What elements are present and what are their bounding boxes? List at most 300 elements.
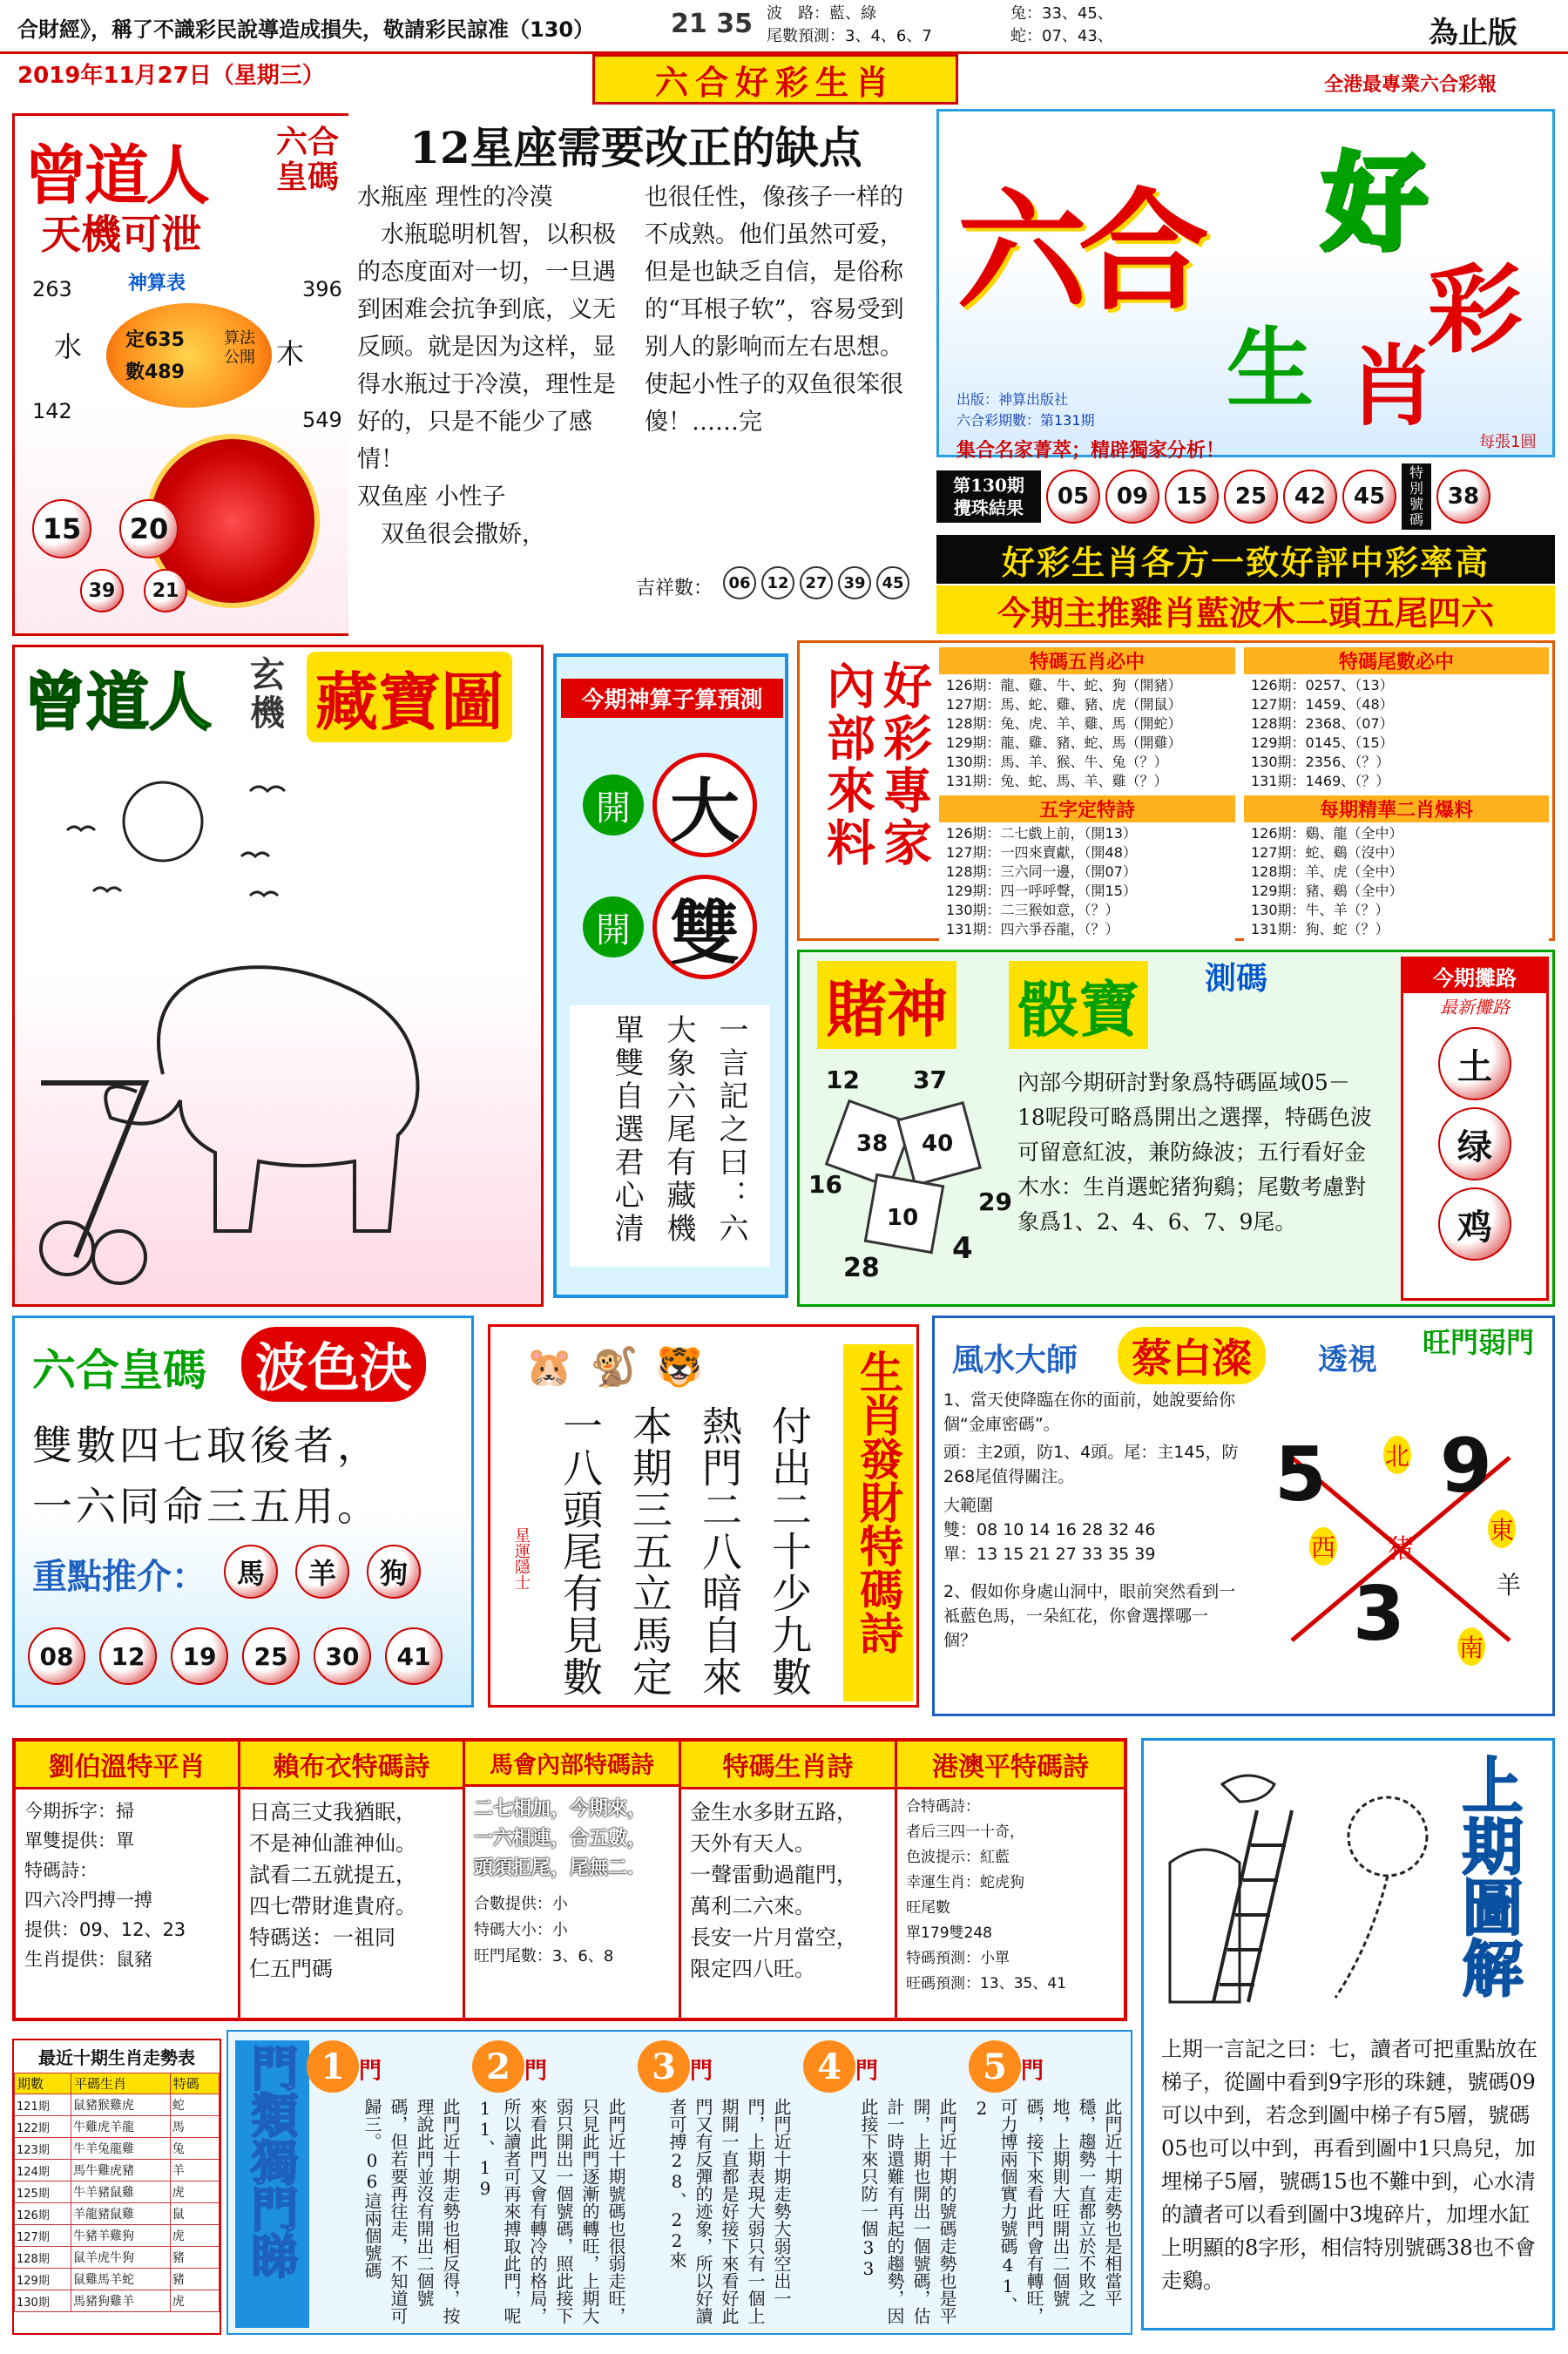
birds-icon bbox=[67, 787, 285, 896]
expert-t2 bbox=[1244, 647, 1549, 793]
table-row bbox=[15, 2269, 220, 2290]
dice-num: 29 bbox=[978, 1187, 1012, 1216]
result-ball-25: 25 bbox=[1224, 470, 1278, 524]
prev-title: 上期圖解 bbox=[1452, 1754, 1524, 1998]
door-number: 5 bbox=[969, 2040, 1021, 2093]
poem-box-2 bbox=[240, 1742, 465, 2018]
article-col-2: 也很任性，像孩子一样的不成熟。他们虽然可爱，但是也缺乏自信，是俗称的“耳根子软”，容易受到别人的影响而左右思想。使起小性子的双鱼很笨很傻！……完 bbox=[645, 184, 904, 436]
poem-box-4 bbox=[681, 1742, 897, 2018]
row: 127期：一四來賣獻，（開48） bbox=[946, 844, 1137, 861]
fortune-sign: 星運隱士 bbox=[512, 1527, 531, 1590]
line: 合數提供：小 bbox=[473, 1895, 568, 1913]
wave-ball: 30 bbox=[314, 1627, 371, 1685]
expert-t4 bbox=[1244, 795, 1549, 941]
cell: 牛羊豬鼠雞 bbox=[71, 2182, 170, 2203]
special-label: 特別號碼 bbox=[1402, 463, 1431, 530]
masthead-cai: 彩 bbox=[1427, 254, 1523, 366]
cell: 虎 bbox=[170, 2225, 219, 2247]
table-row bbox=[15, 2116, 220, 2138]
table-row bbox=[15, 2094, 220, 2116]
line: 旺門尾數：3、6、8 bbox=[473, 1947, 614, 1965]
table-row bbox=[15, 2182, 220, 2203]
door-item-2 bbox=[472, 2040, 629, 2328]
cell: 鼠雞馬羊蛇 bbox=[71, 2269, 170, 2290]
poem-row bbox=[12, 1738, 1127, 2021]
poem-box-3 bbox=[465, 1742, 681, 2018]
masthead-sheng: 生 bbox=[1227, 317, 1314, 420]
expert-t2-title: 特碼尾數必中 bbox=[1338, 651, 1454, 673]
article-col-1: 水瓶座 理性的冷漠 水瓶聪明机智，以积极的态度面对一切，一旦遇到困难会抗争到底，义无反顾。就是因为这样，显得水瓶过于冷漠，理性是好的，只是不能少了感情！ 双鱼座 小性子 双鱼很会撒娇， bbox=[357, 184, 616, 548]
coin-icon-2 bbox=[93, 1231, 145, 1283]
expert-t3 bbox=[939, 795, 1235, 941]
expert-t4-rows bbox=[1244, 822, 1549, 941]
row: 128期：羊、虎（全中） bbox=[1251, 863, 1403, 880]
elephant-outline bbox=[105, 967, 417, 1231]
fortune-panel bbox=[488, 1324, 919, 1708]
cell: 鼠豬猴雞虎 bbox=[71, 2094, 170, 2116]
collect-line: 集合名家菁萃；精辟獨家分析！ bbox=[956, 440, 1226, 462]
poem-body-1 bbox=[16, 1789, 238, 1981]
dice-t2: 骰寶 bbox=[1009, 961, 1148, 1049]
expert-t3-title: 五字定特詩 bbox=[1038, 799, 1135, 822]
fortune-title: 生肖發財特碼詩 bbox=[843, 1344, 913, 1701]
cell: 虎 bbox=[170, 2290, 219, 2312]
poem-body-4 bbox=[681, 1789, 895, 1992]
top-banner bbox=[592, 54, 958, 105]
poem-head-4: 特碼生肖詩 bbox=[681, 1742, 895, 1789]
line: 一六相連，合五數， bbox=[473, 1827, 646, 1850]
row: 127期：蛇、鷄（沒中） bbox=[1251, 844, 1403, 861]
ladder-drawing bbox=[1161, 1758, 1440, 2019]
poem-body-3b bbox=[465, 1890, 679, 1972]
line: 日高三丈我猶眠， bbox=[248, 1800, 416, 1824]
dice-num: 4 bbox=[952, 1231, 973, 1266]
cell: 126期 bbox=[15, 2203, 71, 2225]
road-sub: 最新攤路 bbox=[1440, 997, 1510, 1018]
result-ball-05: 05 bbox=[1046, 470, 1100, 524]
calc-poem-b: 大象六尾有藏機 bbox=[661, 1014, 696, 1246]
line: 旺尾數 bbox=[906, 1899, 951, 1917]
row: 129期：龍、雞、豬、蛇、馬（開雞） bbox=[946, 734, 1182, 751]
bird-icon bbox=[1222, 1776, 1274, 1802]
praise-text: 好彩生肖各方一致好評中彩率高 bbox=[1001, 542, 1490, 582]
poem-body-3 bbox=[465, 1787, 679, 1890]
poem-body-2 bbox=[240, 1789, 463, 1992]
calc-panel bbox=[553, 653, 788, 1298]
cell: 129期 bbox=[15, 2269, 71, 2290]
cell: 蛇 bbox=[170, 2094, 219, 2116]
compass-9: 9 bbox=[1440, 1423, 1492, 1510]
door-number: 2 bbox=[472, 2040, 524, 2093]
per-price: 每張1圓 bbox=[1479, 433, 1537, 451]
cell: 鼠 bbox=[170, 2203, 219, 2225]
row: 129期：四一呼呼聲，（開15） bbox=[946, 883, 1137, 899]
row: 131期：兔、蛇、馬、羊、雞（？） bbox=[946, 773, 1168, 789]
fengshui-t1: 風水大師 bbox=[952, 1342, 1078, 1378]
expert-t1-title: 特碼五肖必中 bbox=[1029, 651, 1145, 673]
calc-poem-box bbox=[570, 1005, 770, 1267]
treasure-xuanji: 玄機 bbox=[250, 654, 285, 734]
fengshui-t2: 蔡白澯 bbox=[1118, 1327, 1266, 1384]
poem-head-2: 賴布衣特碼詩 bbox=[240, 1742, 463, 1789]
door-number: 4 bbox=[803, 2040, 855, 2093]
recommend-bar bbox=[936, 585, 1555, 634]
dice-num: 16 bbox=[808, 1170, 842, 1199]
draw-numbers: 21 35 bbox=[671, 9, 753, 39]
zodiac-ball: 羊 bbox=[295, 1545, 349, 1599]
line: 色波提示：紅藍 bbox=[906, 1849, 1010, 1866]
trend-title: 最近十期生肖走勢表 bbox=[38, 2047, 195, 2068]
num-263: 263 bbox=[32, 277, 72, 301]
zeng-sub: 六合皇碼 bbox=[276, 124, 340, 195]
recommend-text: 今期主推雞肖藍波木二頭五尾四六 bbox=[997, 592, 1494, 632]
wave-ball: 08 bbox=[28, 1627, 85, 1685]
info-mid-2: 尾數預測：3、4、6、7 bbox=[767, 27, 932, 45]
num-549: 549 bbox=[302, 408, 342, 432]
door-number: 1 bbox=[307, 2040, 359, 2093]
line: 長安一片月當空， bbox=[690, 1925, 857, 1950]
num-142: 142 bbox=[32, 399, 72, 423]
stop-label: 為止版 bbox=[1429, 16, 1517, 51]
cell: 馬豬狗雞羊 bbox=[71, 2290, 170, 2312]
table-row bbox=[15, 2203, 220, 2225]
result-label-2: 攪珠結果 bbox=[954, 497, 1024, 518]
fengshui-t3: 透視 bbox=[1318, 1343, 1377, 1377]
water-char: 水 bbox=[54, 330, 83, 363]
line: 頭須拒尾，尾無二． bbox=[473, 1857, 646, 1879]
line: 特碼詩： bbox=[24, 1860, 98, 1881]
line: 二七相加，今期來， bbox=[473, 1797, 646, 1820]
cell: 127期 bbox=[15, 2225, 71, 2247]
cell: 羊 bbox=[170, 2160, 219, 2182]
row: 131期：狗、蛇（？） bbox=[1251, 921, 1389, 937]
road-ball: 绿 bbox=[1438, 1107, 1511, 1180]
door-item-5 bbox=[969, 2040, 1125, 2328]
col-special: 特碼 bbox=[170, 2073, 219, 2094]
line: 仁五門碼 bbox=[248, 1957, 333, 1981]
line: 幸運生肖：蛇虎狗 bbox=[906, 1874, 1025, 1891]
dice-panel bbox=[797, 950, 1555, 1307]
treasure-panel bbox=[12, 645, 544, 1307]
wave-balls bbox=[28, 1627, 443, 1685]
wave-key-label: 重點推介： bbox=[32, 1556, 206, 1597]
road-panel bbox=[1401, 957, 1549, 1301]
zodiac-article bbox=[348, 113, 923, 636]
calc-title: 神算表 bbox=[128, 273, 186, 294]
prev-text: 上期一言記之曰：七，讀者可把重點放在梯子，從圖中看到9字形的珠鏈，號碼09可以中到，若念到圖中梯子有5層，號碼05也可以中到，再看到圖中1只鳥兒，加埋梯子5層，號碼15也不難中到，心水清的讀者可以看到圖中3塊碎片，加埋水缸上明顯的8字形，相信特別號碼38也不會走鷄。 bbox=[1161, 2037, 1538, 2293]
ball-39: 39 bbox=[80, 569, 124, 612]
fortune-col-2: 熱門二八暗自來 bbox=[696, 1405, 743, 1698]
expert-t1-rows bbox=[939, 674, 1235, 793]
poem-box-1 bbox=[16, 1742, 240, 2018]
treasure-zeng: 曾道人 bbox=[24, 665, 213, 739]
row: 131期：1469、（？） bbox=[1251, 773, 1390, 789]
zodiac-ball: 馬 bbox=[224, 1545, 278, 1599]
special-ball-38: 38 bbox=[1436, 470, 1490, 524]
cell: 牛雞虎羊龍 bbox=[71, 2116, 170, 2138]
line: 不是神仙誰神仙。 bbox=[248, 1831, 416, 1856]
result-row bbox=[936, 462, 1555, 531]
row: 127期：1459、（48） bbox=[1251, 696, 1394, 713]
road-items bbox=[1403, 1027, 1546, 1261]
line: 試看二五就提五， bbox=[248, 1863, 416, 1887]
trend-table bbox=[14, 2073, 220, 2312]
wave-ball: 19 bbox=[171, 1627, 228, 1685]
door-number: 3 bbox=[638, 2040, 690, 2093]
ball-20: 20 bbox=[119, 499, 179, 558]
result-ball-09: 09 bbox=[1105, 470, 1159, 524]
info-mid-1: 波 路：藍、綠 bbox=[767, 4, 876, 23]
masthead-hao: 好 bbox=[1322, 142, 1427, 265]
lucky-label: 吉祥數： bbox=[636, 578, 713, 599]
line: 天外有天人。 bbox=[690, 1831, 815, 1856]
poem-head-1: 劉伯溫特平肖 bbox=[16, 1742, 238, 1789]
table-row bbox=[15, 2290, 220, 2312]
fengshui-q2: 2、假如你身處山洞中，眼前突然看到一袛藍色馬，一朵紅花，你會選擇哪一個？ bbox=[943, 1582, 1236, 1650]
cell: 128期 bbox=[15, 2247, 71, 2269]
result-ball-42: 42 bbox=[1283, 470, 1337, 524]
result-ball-15: 15 bbox=[1165, 470, 1219, 524]
num-396: 396 bbox=[302, 277, 342, 301]
line: 萬利二六來。 bbox=[690, 1894, 815, 1918]
fortune-col-1: 付出二十少九數 bbox=[766, 1405, 813, 1698]
cell: 馬牛雞虎豬 bbox=[71, 2160, 170, 2182]
pub-line-2: 六合彩期數：第131期 bbox=[956, 412, 1095, 429]
calc-sun bbox=[106, 303, 272, 408]
fengshui-q1: 1、當天使降臨在你的面前，她說要給你個“金庫密碼”。 bbox=[943, 1390, 1236, 1434]
door-item-4 bbox=[803, 2040, 960, 2328]
zeng-name: 曾道人 bbox=[24, 139, 206, 213]
expert-side-2: 好彩專家 bbox=[875, 660, 933, 869]
dice-text: 內部今期研討對象爲特碼區域05－18呢段可略爲開出之選擇，特碼色波可留意紅波，兼防綠波；五行看好金木水：生肖選蛇猪狗鷄；尾數考慮對象爲1、2、4、6、7、9尾。 bbox=[1017, 1070, 1372, 1234]
door-label: 門 bbox=[855, 2058, 879, 2085]
line: 限定四八旺。 bbox=[690, 1957, 815, 1981]
expert-panel bbox=[797, 640, 1555, 941]
info-right-1: 兔：33、45、 bbox=[1010, 4, 1113, 23]
row: 126期：0257、（13） bbox=[1251, 677, 1394, 693]
door-text: 此門近十期走勢也相反得，按理說此門並沒有開出二個號碼，但若要再往走，不知道可歸三。06這兩個號碼 bbox=[362, 2098, 461, 2324]
expert-t2-rows bbox=[1244, 674, 1549, 793]
cell: 豬 bbox=[170, 2269, 219, 2290]
dice-num: 10 bbox=[887, 1205, 919, 1231]
dice-num: 28 bbox=[843, 1253, 880, 1283]
wood-char: 木 bbox=[276, 337, 305, 370]
dice-t1: 賭神 bbox=[817, 961, 956, 1049]
dir-north: 北 bbox=[1383, 1436, 1411, 1474]
expert-side-1: 內部來料 bbox=[819, 660, 876, 869]
line: 特碼送：一祖同 bbox=[248, 1925, 395, 1950]
cell: 兔 bbox=[170, 2138, 219, 2160]
cell: 虎 bbox=[170, 2182, 219, 2203]
ball-15: 15 bbox=[32, 499, 91, 558]
line: 生肖提供：鼠豬 bbox=[24, 1949, 152, 1970]
road-ball: 土 bbox=[1438, 1027, 1511, 1100]
line: 合特碼詩： bbox=[906, 1798, 981, 1816]
ball-21: 21 bbox=[144, 569, 187, 612]
wave-ball: 41 bbox=[385, 1627, 443, 1685]
calc-poem-a: 一言記之曰：六 bbox=[713, 1014, 748, 1246]
line: 四七帶財進貴府。 bbox=[248, 1894, 416, 1918]
doors-title: 門類獨門睇 bbox=[235, 2040, 309, 2328]
dice-num: 37 bbox=[913, 1065, 947, 1094]
table-row bbox=[15, 2225, 220, 2247]
fengshui-even: 雙：08 10 14 16 28 32 46 bbox=[943, 1520, 1156, 1539]
door-text: 此門近十期的號碼走勢也是平開，上期也開出一個號碼，估計一時還難有再起的趨勢，因此接下來只防一個33 bbox=[858, 2098, 957, 2324]
cell: 130期 bbox=[15, 2290, 71, 2312]
compass-3: 3 bbox=[1353, 1571, 1405, 1658]
door-text: 此門近十期走勢大弱空出一門，上期表現大弱只有一個上期開一直都是好接下來看好此門又有反彈的迹象，所以好讀者可搏28、22來 bbox=[666, 2098, 792, 2324]
bead-chain-icon bbox=[1348, 1797, 1427, 1876]
wave-t2: 波色決 bbox=[241, 1327, 426, 1402]
line: 特碼大小：小 bbox=[473, 1921, 568, 1939]
row: 128期：三六同一邊，（開07） bbox=[946, 863, 1137, 880]
praise-bar bbox=[936, 535, 1555, 584]
ding-value: 定635 bbox=[125, 329, 185, 351]
formula-text: 算法公開 bbox=[224, 329, 255, 367]
row: 130期：2356、（？） bbox=[1251, 754, 1390, 770]
line: 旺碼預測：13、35、41 bbox=[906, 1975, 1066, 1992]
result-ball-45: 45 bbox=[1342, 470, 1396, 524]
expert-t3-rows bbox=[939, 822, 1235, 941]
calc-kai-2: 開 bbox=[583, 896, 644, 957]
dice-num: 12 bbox=[826, 1065, 860, 1094]
row: 126期：鷄、龍（全中） bbox=[1251, 825, 1403, 842]
door-item-3 bbox=[638, 2040, 794, 2328]
row: 129期：豬、鷄（全中） bbox=[1251, 883, 1403, 899]
cell: 121期 bbox=[15, 2094, 71, 2116]
row: 130期：二三猴如意，（？） bbox=[946, 902, 1119, 918]
col-period: 期數 bbox=[15, 2073, 71, 2094]
line: 單179雙248 bbox=[906, 1924, 992, 1942]
lucky-06: 06 bbox=[723, 566, 756, 599]
line: 金生水多財五路， bbox=[690, 1800, 857, 1824]
zeng-panel bbox=[12, 113, 352, 636]
coin-icon bbox=[41, 1222, 93, 1275]
compass-center: 猪 bbox=[1388, 1534, 1414, 1565]
dice-t3: 測碼 bbox=[1205, 960, 1268, 997]
treasure-title: 藏寶圖 bbox=[307, 652, 512, 742]
cell: 124期 bbox=[15, 2160, 71, 2182]
wave-zodiac bbox=[224, 1545, 421, 1599]
lucky-39: 39 bbox=[838, 566, 871, 599]
row: 130期：牛、羊（？） bbox=[1251, 902, 1389, 918]
row: 128期：2368、（07） bbox=[1251, 715, 1394, 732]
cell: 牛羊兔龍雞 bbox=[71, 2138, 170, 2160]
calc-title: 今期神算子算預測 bbox=[561, 679, 783, 718]
elephant-drawing bbox=[32, 752, 529, 1292]
doors-panel bbox=[226, 2030, 1132, 2335]
lucky-45: 45 bbox=[876, 566, 909, 599]
ladder-icon bbox=[1213, 1810, 1292, 2002]
fortune-col-4: 一八頭尾有見數 bbox=[557, 1405, 604, 1698]
compass-5: 5 bbox=[1274, 1431, 1327, 1519]
shu-value: 數489 bbox=[125, 362, 185, 383]
masthead bbox=[936, 109, 1555, 462]
dir-west: 西 bbox=[1309, 1527, 1337, 1566]
dice-num: 38 bbox=[856, 1131, 889, 1157]
poem-box-5 bbox=[897, 1742, 1124, 2018]
wave-ball: 12 bbox=[99, 1627, 157, 1685]
cell: 羊龍豬鼠雞 bbox=[71, 2203, 170, 2225]
cell: 馬 bbox=[170, 2116, 219, 2138]
calc-double: 雙 bbox=[652, 875, 757, 979]
wave-line-2: 一六同命三五用。 bbox=[32, 1483, 381, 1530]
fortune-col-3: 本期三五立馬定 bbox=[626, 1405, 673, 1698]
row: 128期：兔、虎、羊、雞、馬（開蛇） bbox=[946, 715, 1182, 732]
fengshui-range: 大範圍 bbox=[943, 1496, 994, 1515]
poem-head-5: 港澳平特碼詩 bbox=[897, 1742, 1124, 1789]
line: 提供：09、12、23 bbox=[24, 1919, 186, 1940]
row: 126期：二七戲上前，（開13） bbox=[946, 825, 1137, 842]
line: 單雙提供：單 bbox=[24, 1830, 134, 1851]
top-strip bbox=[0, 0, 1568, 54]
cell: 鼠羊虎牛狗 bbox=[71, 2247, 170, 2269]
door-label: 門 bbox=[524, 2058, 548, 2085]
door-text: 此門近十期走勢也是相當平穩，趨勢一直都立於不敗之地，上期則大旺開出二個號碼，接下來看此門會有轉旺，可力博兩個實力號碼41、2 bbox=[971, 2098, 1123, 2324]
door-item-1 bbox=[307, 2040, 463, 2328]
door-label: 門 bbox=[1021, 2058, 1044, 2085]
compass-sheep: 羊 bbox=[1497, 1571, 1522, 1600]
cell: 125期 bbox=[15, 2182, 71, 2203]
info-right-2: 蛇：07、43、 bbox=[1010, 27, 1113, 45]
line: 今期拆字：掃 bbox=[24, 1801, 134, 1822]
wave-line-1: 雙數四七取後者， bbox=[32, 1422, 381, 1469]
slogan: 全港最專業六合彩報 bbox=[1324, 74, 1497, 96]
cell: 牛豬羊雞狗 bbox=[71, 2225, 170, 2247]
moon-icon bbox=[124, 782, 202, 861]
table-row bbox=[15, 2160, 220, 2182]
result-label bbox=[936, 470, 1041, 523]
expert-t4-title: 每期精華二肖爆料 bbox=[1319, 799, 1473, 822]
line: 一聲雷動過龍門， bbox=[690, 1863, 857, 1887]
door-text: 此門近十期號碼也很弱走旺，只見此門逐漸的轉旺，上期大弱只開出一個號碼，照此接下來看此門又會有轉冷的格局，所以讀者可再來搏取此門，呢11、19 bbox=[475, 2098, 626, 2324]
fengshui-panel bbox=[932, 1316, 1555, 1716]
fengshui-t4: 旺門弱門 bbox=[1423, 1326, 1535, 1359]
dice-num: 40 bbox=[922, 1131, 954, 1157]
trend-panel bbox=[12, 2039, 221, 2335]
fengshui-a1: 頭：主2頭，防1、4頭。尾：主145，防268尾值得關注。 bbox=[943, 1443, 1239, 1486]
cell: 豬 bbox=[170, 2247, 219, 2269]
calc-kai-1: 開 bbox=[583, 775, 644, 835]
poem-head-3: 馬會內部特碼詩 bbox=[465, 1742, 679, 1787]
banner-text: 六合好彩生肖 bbox=[654, 62, 896, 102]
poem-body-5 bbox=[897, 1789, 1124, 2002]
row: 130期：馬、羊、猴、牛、兔（？） bbox=[946, 754, 1168, 770]
masthead-xiao: 肖 bbox=[1348, 335, 1436, 437]
table-row bbox=[15, 2247, 220, 2269]
door-label: 門 bbox=[690, 2058, 713, 2085]
prev-panel bbox=[1141, 1738, 1555, 2330]
animals-icon: 🐹🐒🐯 bbox=[525, 1345, 721, 1390]
door-label: 門 bbox=[359, 2058, 382, 2085]
seven-icon bbox=[41, 1083, 145, 1257]
dice-area bbox=[808, 1065, 1012, 1301]
row: 126期：龍、雞、牛、蛇、狗（開豬） bbox=[946, 677, 1182, 693]
wave-panel bbox=[12, 1316, 474, 1708]
row: 127期：馬、蛇、雞、豬、虎（開鼠） bbox=[946, 696, 1182, 713]
article-title: 12星座需要改正的缺点 bbox=[409, 122, 862, 173]
lucky-numbers bbox=[723, 566, 909, 599]
row: 129期：0145、（15） bbox=[1251, 734, 1394, 751]
cell: 122期 bbox=[15, 2116, 71, 2138]
row: 131期：四六爭吞龍，（？） bbox=[946, 921, 1119, 937]
calc-poem-c: 單雙自選君心清 bbox=[609, 1014, 644, 1246]
ticker-line: 合財經》，稱了不識彩民說導造成損失，敬請彩民諒准（130） bbox=[17, 17, 595, 42]
dir-south: 南 bbox=[1457, 1627, 1485, 1666]
fengshui-odd: 單：13 15 21 27 33 35 39 bbox=[943, 1545, 1156, 1564]
masthead-liuhe: 六合 bbox=[956, 175, 1201, 328]
table-row bbox=[15, 2138, 220, 2160]
